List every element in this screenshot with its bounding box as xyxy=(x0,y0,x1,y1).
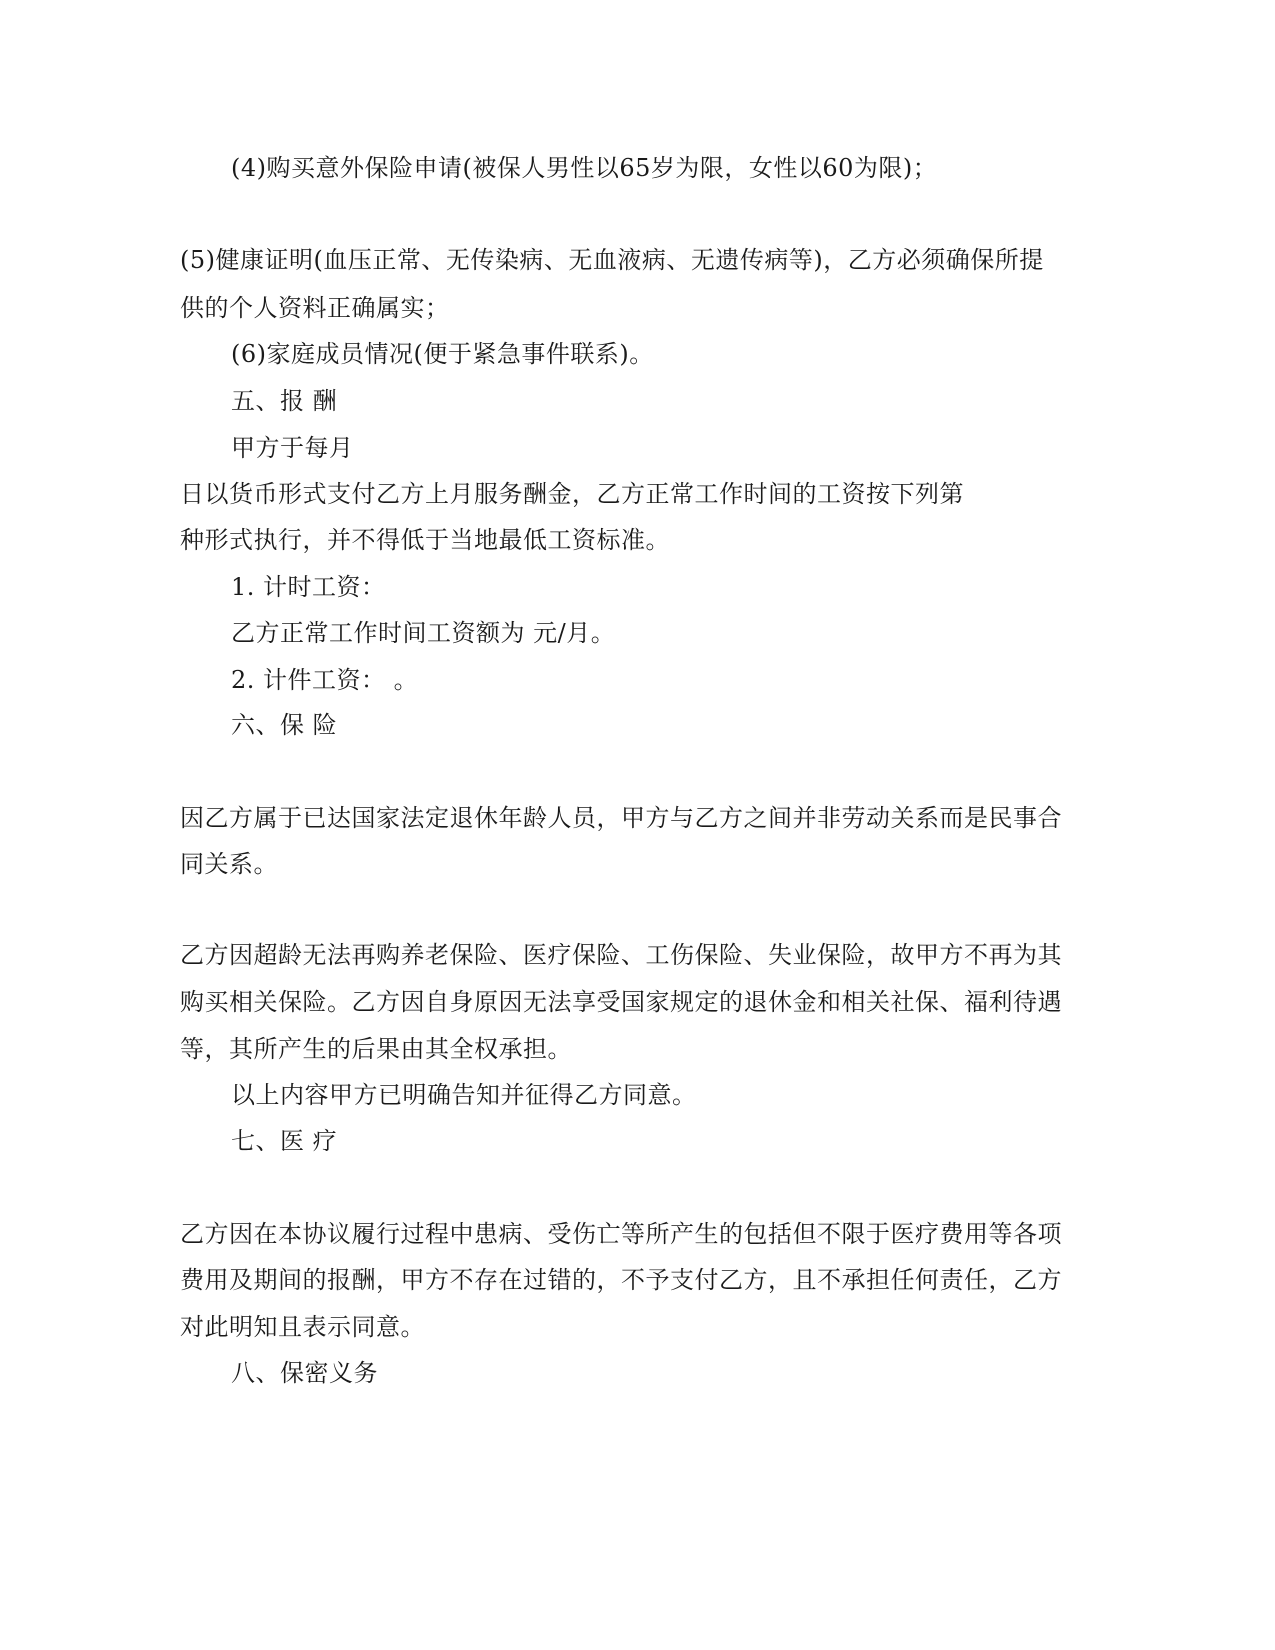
paragraph-line: 日以货币形式支付乙方上月服务酬金，乙方正常工作时间的工资按下列第 xyxy=(180,480,964,508)
paragraph-line: 供的个人资料正确属实； xyxy=(180,294,450,322)
paragraph-line: 乙方因在本协议履行过程中患病、受伤亡等所产生的包括但不限于医疗费用等各项 xyxy=(180,1220,1062,1248)
section-heading: 七、医 疗 xyxy=(231,1127,338,1155)
paragraph-line: 同关系。 xyxy=(180,850,278,878)
paragraph-line: 以上内容甲方已明确告知并征得乙方同意。 xyxy=(231,1081,697,1109)
paragraph-line: 2. 计件工资： 。 xyxy=(231,666,419,694)
section-heading: 六、保 险 xyxy=(231,711,338,739)
paragraph-line: 甲方于每月 xyxy=(231,434,354,462)
paragraph-line: 乙方正常工作时间工资额为 元/月。 xyxy=(231,619,616,647)
paragraph-line: 乙方因超龄无法再购养老保险、医疗保险、工伤保险、失业保险，故甲方不再为其 xyxy=(180,941,1062,969)
paragraph-line: 购买相关保险。乙方因自身原因无法享受国家规定的退休金和相关社保、福利待遇 xyxy=(180,988,1062,1016)
paragraph-line: 1. 计时工资： xyxy=(231,573,386,601)
paragraph-line: (4)购买意外保险申请(被保人男性以65岁为限，女性以60为限)； xyxy=(231,154,938,182)
paragraph-line: (6)家庭成员情况(便于紧急事件联系)。 xyxy=(231,340,654,368)
paragraph-line: 对此明知且表示同意。 xyxy=(180,1313,425,1341)
paragraph-line: 种形式执行，并不得低于当地最低工资标准。 xyxy=(180,526,670,554)
section-heading: 八、保密义务 xyxy=(231,1359,378,1387)
paragraph-line: (5)健康证明(血压正常、无传染病、无血液病、无遗传病等)，乙方必须确保所提 xyxy=(180,246,1044,274)
paragraph-line: 因乙方属于已达国家法定退休年龄人员，甲方与乙方之间并非劳动关系而是民事合 xyxy=(180,804,1062,832)
section-heading: 五、报 酬 xyxy=(231,387,338,415)
paragraph-line: 等，其所产生的后果由其全权承担。 xyxy=(180,1035,572,1063)
paragraph-line: 费用及期间的报酬，甲方不存在过错的，不予支付乙方，且不承担任何责任，乙方 xyxy=(180,1266,1062,1294)
